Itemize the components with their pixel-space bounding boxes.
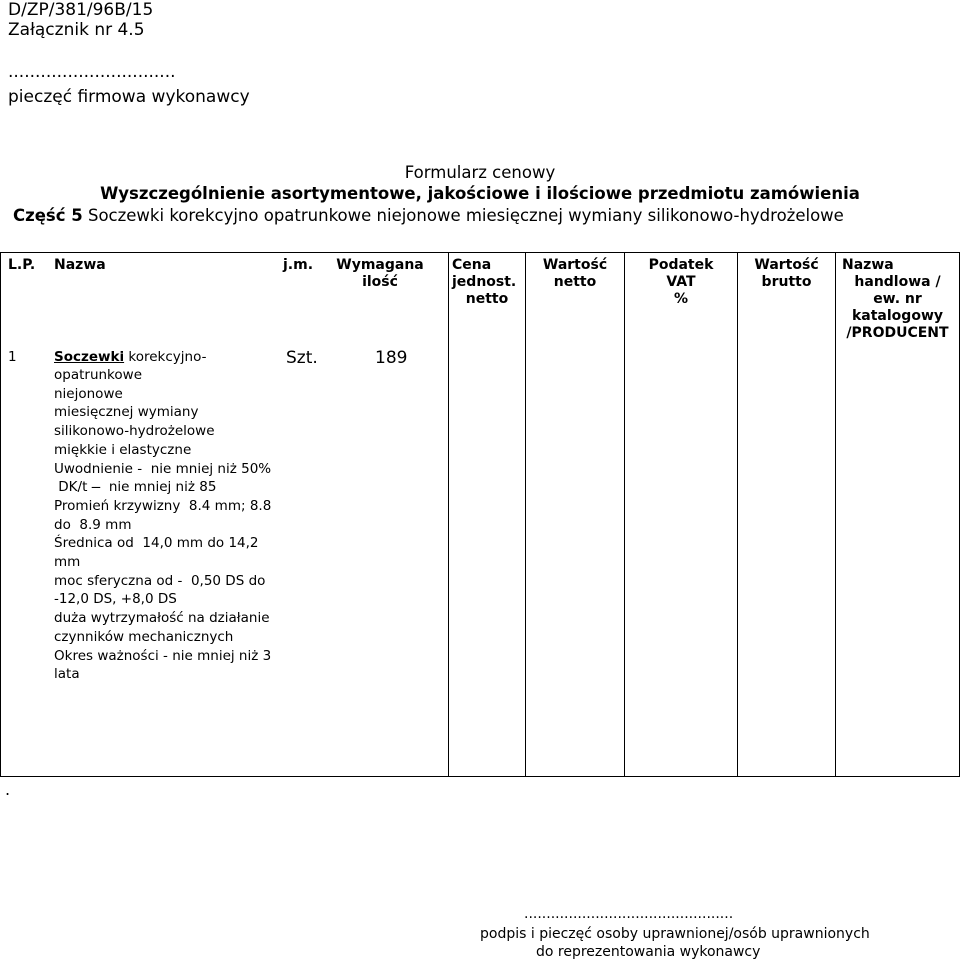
column-divider: [525, 252, 526, 777]
column-divider: [624, 252, 625, 777]
table-bottom-border: [0, 776, 960, 777]
form-title: Formularz cenowy: [404, 163, 556, 182]
column-divider: [448, 252, 449, 777]
table-left-border: [0, 252, 1, 777]
description-line: Średnica od 14,0 mm do 14,2: [54, 535, 259, 552]
description-line: -12,0 DS, +8,0 DS: [54, 591, 177, 608]
signature-dots: ...............................................: [524, 906, 734, 922]
table-top-border: [0, 252, 960, 253]
product-description: [54, 366, 271, 684]
row-quantity: 189: [375, 348, 408, 368]
description-line: opatrunkowe: [54, 367, 143, 383]
header-gross-value: Wartość brutto: [754, 257, 819, 290]
part-title: [13, 206, 844, 226]
column-divider: [737, 252, 738, 777]
description-line: niejonowe: [54, 385, 123, 402]
description-line: lata: [54, 666, 80, 683]
description-line: do 8.9 mm: [54, 516, 132, 533]
description-line: silikonowo-hydrożelowe: [54, 423, 215, 440]
footer-dot: .: [5, 780, 11, 799]
form-subtitle: Wyszczególnienie asortymentowe, jakościowe i ilościowe przedmiotu zamówienia: [100, 184, 860, 203]
description-line: czynników mechanicznych: [54, 628, 234, 645]
header-trade-name: Nazwa handlowa / ew. nr katalogowy /PRODUCENT: [842, 257, 949, 341]
row-unit: Szt.: [286, 348, 318, 368]
description-line: moc sferyczna od - 0,50 DS do: [54, 572, 266, 589]
header-unit: j.m.: [283, 257, 314, 273]
header-required-quantity: Wymagana ilość: [336, 257, 424, 290]
header-net-value: Wartość netto: [542, 257, 608, 290]
signature-label: podpis i pieczęć osoby uprawnionej/osób uprawnionych: [480, 926, 870, 942]
reference-number: D/ZP/381/96B/15: [8, 0, 154, 20]
row-lp: 1: [8, 349, 17, 365]
description-line: Uwodnienie - nie mniej niż 50%: [54, 460, 272, 477]
stamp-label: pieczęć firmowa wykonawcy: [8, 87, 250, 107]
description-line: Okres ważności - nie mniej niż 3: [54, 647, 272, 664]
header-name: Nazwa: [54, 257, 106, 273]
header-lp: L.P.: [8, 257, 36, 273]
signature-label-2: do reprezentowania wykonawcy: [536, 944, 761, 960]
part-description: Soczewki korekcyjno opatrunkowe niejonowe miesięcznej wymiany silikonowo-hydrożelowe: [87, 206, 844, 225]
product-name: Soczewki korekcyjno-: [54, 349, 207, 365]
part-number: Część 5: [13, 206, 83, 225]
header-unit-price-net: Cena jednost. netto: [452, 257, 517, 307]
header-vat: Podatek VAT %: [648, 257, 714, 307]
attachment-number: Załącznik nr 4.5: [8, 20, 145, 40]
description-line: duża wytrzymałość na działanie: [54, 610, 270, 627]
description-line: miękkie i elastyczne: [54, 441, 192, 458]
stamp-dots: ...............................: [8, 62, 176, 82]
description-line: miesięcznej wymiany: [54, 404, 199, 421]
description-line: DK/t ̶ nie mniej niż 85: [54, 479, 217, 496]
description-line: mm: [54, 554, 81, 571]
description-line: Promień krzywizny 8.4 mm; 8.8: [54, 497, 272, 514]
